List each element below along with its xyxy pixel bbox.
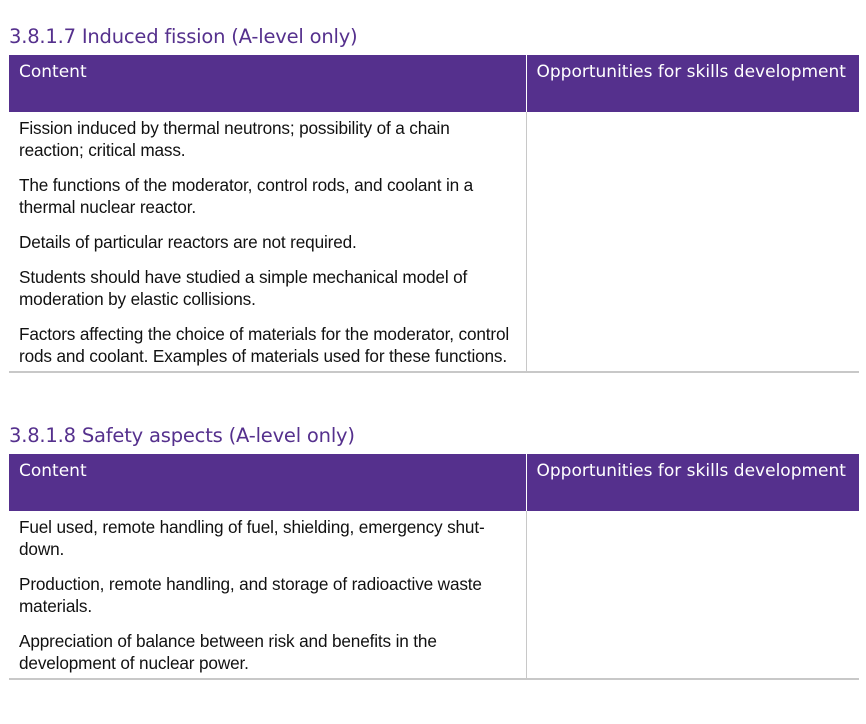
section-heading: [9, 421, 859, 454]
table-row: [9, 511, 859, 679]
content-paragraph: Fission induced by thermal neutrons; possibility of a chain reaction; critical mass.: [19, 118, 450, 160]
content-table: [9, 454, 859, 680]
content-cell: [9, 511, 526, 679]
table-header-row: [9, 55, 859, 112]
content-paragraph: Factors affecting the choice of materials for the moderator, control rods and coolant. Examples of materials used for these functions.: [19, 324, 510, 366]
section-heading: [9, 22, 859, 55]
content-paragraph: Production, remote handling, and storage of radioactive waste materials.: [19, 574, 482, 616]
content-table: [9, 55, 859, 373]
section-induced-fission: [9, 22, 859, 373]
section-title: Induced fission (A-level only): [81, 25, 358, 48]
skills-cell: [526, 112, 859, 372]
header-content: Content: [9, 55, 526, 112]
header-skills: Opportunities for skills development: [526, 55, 859, 112]
content-paragraph: Fuel used, remote handling of fuel, shielding, emergency shut-down.: [19, 517, 485, 559]
table-header-row: [9, 454, 859, 511]
header-content: Content: [9, 454, 526, 511]
table-row: [9, 112, 859, 372]
content-paragraph: Appreciation of balance between risk and benefits in the development of nuclear power.: [19, 631, 437, 673]
content-paragraph: Details of particular reactors are not required.: [19, 232, 357, 252]
section-number: 3.8.1.8: [9, 424, 76, 447]
skills-cell: [526, 511, 859, 679]
section-number: 3.8.1.7: [9, 25, 76, 48]
content-paragraph: The functions of the moderator, control rods, and coolant in a thermal nuclear reactor.: [19, 175, 474, 217]
header-skills: Opportunities for skills development: [526, 454, 859, 511]
section-title: Safety aspects (A-level only): [81, 424, 355, 447]
content-paragraph: Students should have studied a simple mechanical model of moderation by elastic collisions.: [19, 267, 468, 309]
section-safety-aspects: [9, 421, 859, 680]
content-cell: [9, 112, 526, 372]
